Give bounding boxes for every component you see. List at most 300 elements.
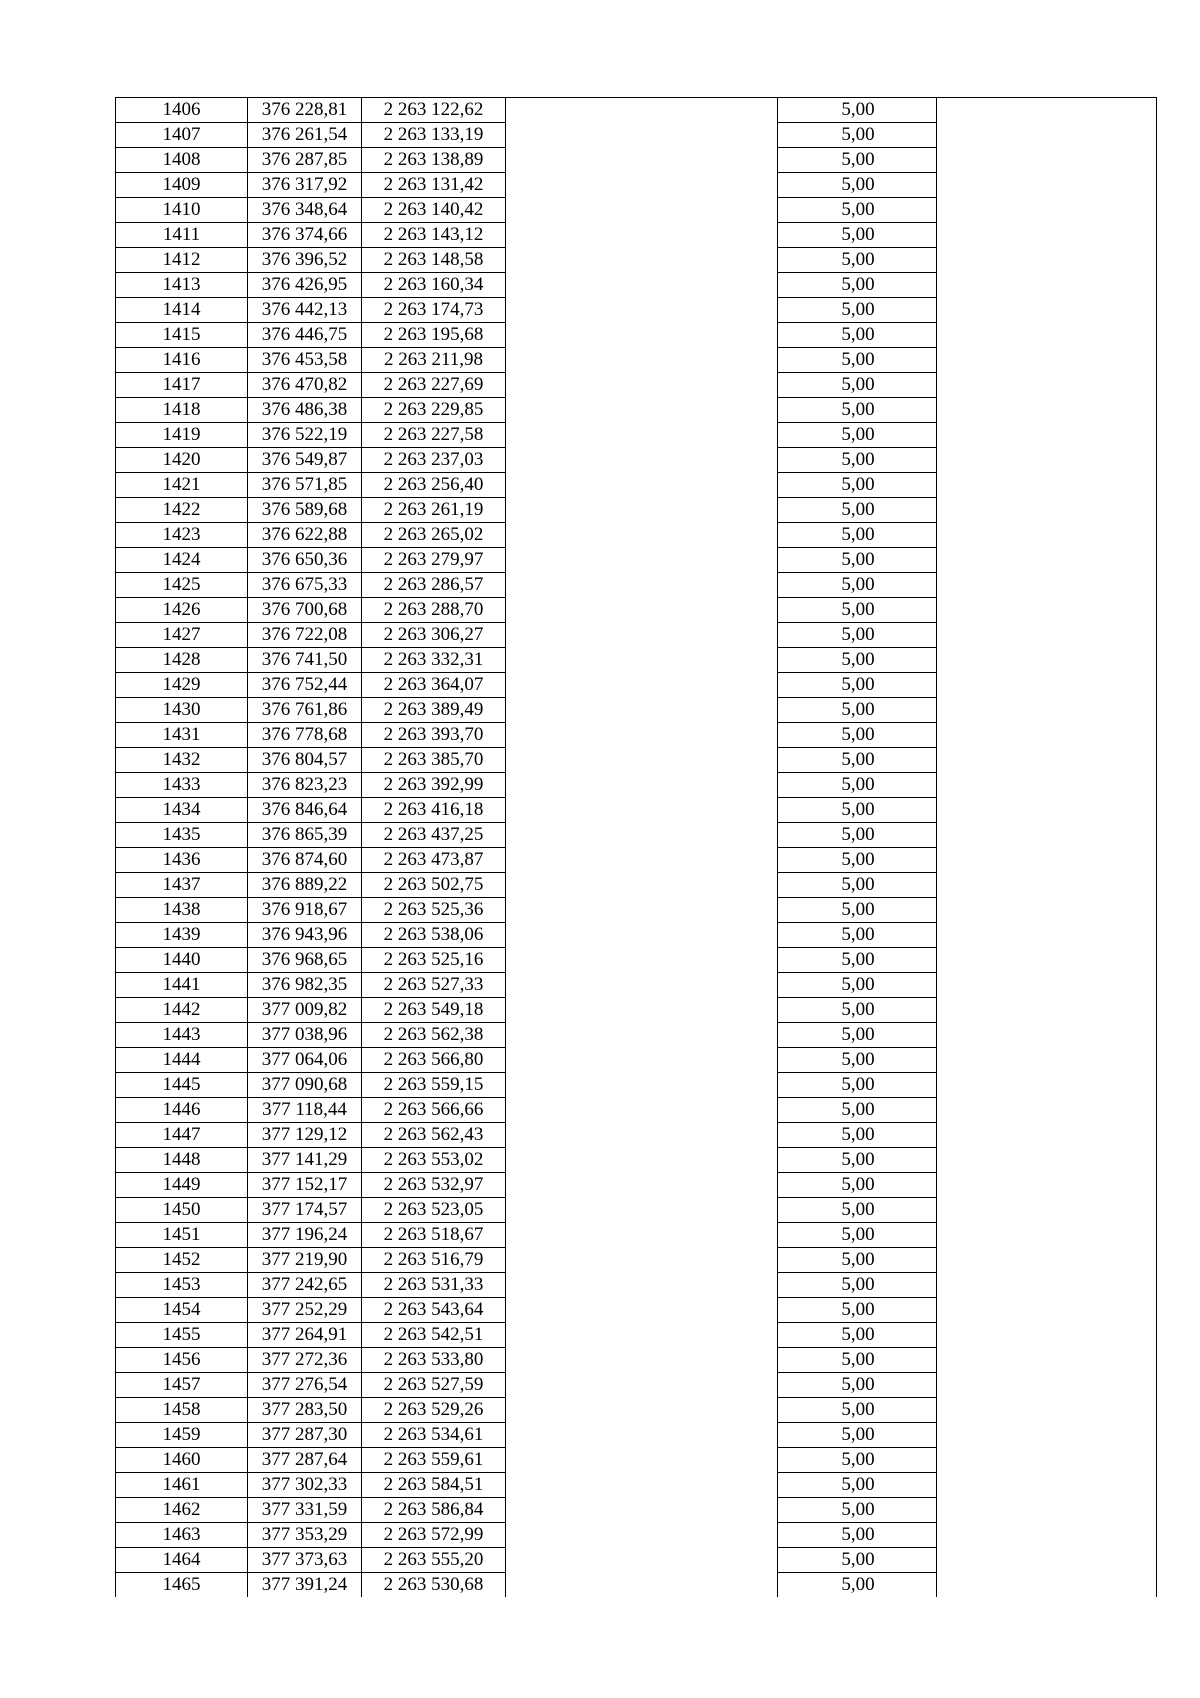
point-number-cell: 1462 bbox=[116, 1498, 248, 1523]
x-coordinate-cell: 377 252,29 bbox=[248, 1298, 362, 1323]
y-coordinate-cell: 2 263 393,70 bbox=[362, 723, 506, 748]
x-coordinate-cell: 376 865,39 bbox=[248, 823, 362, 848]
point-number-cell: 1465 bbox=[116, 1573, 248, 1598]
blank-cell bbox=[506, 1073, 778, 1098]
blank-cell bbox=[506, 598, 778, 623]
blank-cell bbox=[937, 398, 1157, 423]
x-coordinate-cell: 377 242,65 bbox=[248, 1273, 362, 1298]
blank-cell bbox=[937, 1098, 1157, 1123]
table-row bbox=[116, 1373, 1157, 1398]
blank-cell bbox=[506, 448, 778, 473]
x-coordinate-cell: 377 009,82 bbox=[248, 998, 362, 1023]
table-row bbox=[116, 423, 1157, 448]
point-number-cell: 1420 bbox=[116, 448, 248, 473]
y-coordinate-cell: 2 263 416,18 bbox=[362, 798, 506, 823]
x-coordinate-cell: 377 391,24 bbox=[248, 1573, 362, 1598]
x-coordinate-cell: 376 675,33 bbox=[248, 573, 362, 598]
blank-cell bbox=[506, 1023, 778, 1048]
blank-cell bbox=[937, 373, 1157, 398]
blank-cell bbox=[937, 1023, 1157, 1048]
y-coordinate-cell: 2 263 538,06 bbox=[362, 923, 506, 948]
x-coordinate-cell: 376 374,66 bbox=[248, 223, 362, 248]
distance-cell: 5,00 bbox=[778, 323, 937, 348]
blank-cell bbox=[506, 773, 778, 798]
table-row bbox=[116, 823, 1157, 848]
blank-cell bbox=[506, 523, 778, 548]
y-coordinate-cell: 2 263 502,75 bbox=[362, 873, 506, 898]
distance-cell: 5,00 bbox=[778, 273, 937, 298]
blank-cell bbox=[506, 1273, 778, 1298]
table-row bbox=[116, 298, 1157, 323]
table-row bbox=[116, 1423, 1157, 1448]
x-coordinate-cell: 377 118,44 bbox=[248, 1098, 362, 1123]
blank-cell bbox=[937, 573, 1157, 598]
blank-cell bbox=[937, 1448, 1157, 1473]
table-row bbox=[116, 498, 1157, 523]
y-coordinate-cell: 2 263 549,18 bbox=[362, 998, 506, 1023]
table-row bbox=[116, 1498, 1157, 1523]
blank-cell bbox=[506, 1323, 778, 1348]
blank-cell bbox=[937, 223, 1157, 248]
distance-cell: 5,00 bbox=[778, 398, 937, 423]
distance-cell: 5,00 bbox=[778, 648, 937, 673]
distance-cell: 5,00 bbox=[778, 1273, 937, 1298]
table-row bbox=[116, 1323, 1157, 1348]
table-row bbox=[116, 348, 1157, 373]
x-coordinate-cell: 377 353,29 bbox=[248, 1523, 362, 1548]
blank-cell bbox=[506, 248, 778, 273]
table-row bbox=[116, 548, 1157, 573]
distance-cell: 5,00 bbox=[778, 1348, 937, 1373]
blank-cell bbox=[937, 798, 1157, 823]
blank-cell bbox=[506, 298, 778, 323]
distance-cell: 5,00 bbox=[778, 773, 937, 798]
point-number-cell: 1440 bbox=[116, 948, 248, 973]
blank-cell bbox=[506, 723, 778, 748]
x-coordinate-cell: 376 761,86 bbox=[248, 698, 362, 723]
table-row bbox=[116, 398, 1157, 423]
table-row bbox=[116, 923, 1157, 948]
distance-cell: 5,00 bbox=[778, 573, 937, 598]
y-coordinate-cell: 2 263 385,70 bbox=[362, 748, 506, 773]
point-number-cell: 1419 bbox=[116, 423, 248, 448]
table-row bbox=[116, 598, 1157, 623]
distance-cell: 5,00 bbox=[778, 1498, 937, 1523]
blank-cell bbox=[506, 823, 778, 848]
table-row bbox=[116, 1123, 1157, 1148]
point-number-cell: 1443 bbox=[116, 1023, 248, 1048]
x-coordinate-cell: 377 264,91 bbox=[248, 1323, 362, 1348]
y-coordinate-cell: 2 263 543,64 bbox=[362, 1298, 506, 1323]
x-coordinate-cell: 377 196,24 bbox=[248, 1223, 362, 1248]
blank-cell bbox=[937, 548, 1157, 573]
blank-cell bbox=[506, 698, 778, 723]
y-coordinate-cell: 2 263 542,51 bbox=[362, 1323, 506, 1348]
point-number-cell: 1441 bbox=[116, 973, 248, 998]
y-coordinate-cell: 2 263 389,49 bbox=[362, 698, 506, 723]
x-coordinate-cell: 376 442,13 bbox=[248, 298, 362, 323]
distance-cell: 5,00 bbox=[778, 1223, 937, 1248]
blank-cell bbox=[506, 1448, 778, 1473]
distance-cell: 5,00 bbox=[778, 1423, 937, 1448]
blank-cell bbox=[937, 498, 1157, 523]
x-coordinate-cell: 376 348,64 bbox=[248, 198, 362, 223]
point-number-cell: 1436 bbox=[116, 848, 248, 873]
blank-cell bbox=[937, 1048, 1157, 1073]
blank-cell bbox=[506, 423, 778, 448]
table-row bbox=[116, 1548, 1157, 1573]
x-coordinate-cell: 377 302,33 bbox=[248, 1473, 362, 1498]
table-row bbox=[116, 773, 1157, 798]
blank-cell bbox=[506, 1473, 778, 1498]
x-coordinate-cell: 377 152,17 bbox=[248, 1173, 362, 1198]
y-coordinate-cell: 2 263 332,31 bbox=[362, 648, 506, 673]
point-number-cell: 1407 bbox=[116, 123, 248, 148]
y-coordinate-cell: 2 263 525,36 bbox=[362, 898, 506, 923]
distance-cell: 5,00 bbox=[778, 148, 937, 173]
y-coordinate-cell: 2 263 286,57 bbox=[362, 573, 506, 598]
blank-cell bbox=[937, 1523, 1157, 1548]
y-coordinate-cell: 2 263 148,58 bbox=[362, 248, 506, 273]
point-number-cell: 1461 bbox=[116, 1473, 248, 1498]
table-row bbox=[116, 1248, 1157, 1273]
table-row bbox=[116, 973, 1157, 998]
distance-cell: 5,00 bbox=[778, 1048, 937, 1073]
distance-cell: 5,00 bbox=[778, 873, 937, 898]
y-coordinate-cell: 2 263 534,61 bbox=[362, 1423, 506, 1448]
blank-cell bbox=[937, 1248, 1157, 1273]
blank-cell bbox=[937, 423, 1157, 448]
y-coordinate-cell: 2 263 160,34 bbox=[362, 273, 506, 298]
blank-cell bbox=[506, 348, 778, 373]
blank-cell bbox=[506, 1523, 778, 1548]
table-row bbox=[116, 273, 1157, 298]
blank-cell bbox=[506, 473, 778, 498]
distance-cell: 5,00 bbox=[778, 1573, 937, 1598]
blank-cell bbox=[506, 148, 778, 173]
blank-cell bbox=[937, 1198, 1157, 1223]
y-coordinate-cell: 2 263 566,80 bbox=[362, 1048, 506, 1073]
blank-cell bbox=[937, 98, 1157, 123]
blank-cell bbox=[937, 173, 1157, 198]
x-coordinate-cell: 376 778,68 bbox=[248, 723, 362, 748]
y-coordinate-cell: 2 263 559,61 bbox=[362, 1448, 506, 1473]
x-coordinate-cell: 377 287,64 bbox=[248, 1448, 362, 1473]
point-number-cell: 1408 bbox=[116, 148, 248, 173]
point-number-cell: 1442 bbox=[116, 998, 248, 1023]
x-coordinate-cell: 376 287,85 bbox=[248, 148, 362, 173]
point-number-cell: 1450 bbox=[116, 1198, 248, 1223]
distance-cell: 5,00 bbox=[778, 673, 937, 698]
y-coordinate-cell: 2 263 525,16 bbox=[362, 948, 506, 973]
table-row bbox=[116, 1348, 1157, 1373]
table-row bbox=[116, 1173, 1157, 1198]
x-coordinate-cell: 377 283,50 bbox=[248, 1398, 362, 1423]
y-coordinate-cell: 2 263 527,59 bbox=[362, 1373, 506, 1398]
point-number-cell: 1413 bbox=[116, 273, 248, 298]
y-coordinate-cell: 2 263 437,25 bbox=[362, 823, 506, 848]
blank-cell bbox=[937, 748, 1157, 773]
blank-cell bbox=[506, 848, 778, 873]
x-coordinate-cell: 376 228,81 bbox=[248, 98, 362, 123]
y-coordinate-cell: 2 263 195,68 bbox=[362, 323, 506, 348]
distance-cell: 5,00 bbox=[778, 1448, 937, 1473]
y-coordinate-cell: 2 263 473,87 bbox=[362, 848, 506, 873]
x-coordinate-cell: 376 823,23 bbox=[248, 773, 362, 798]
blank-cell bbox=[506, 623, 778, 648]
blank-cell bbox=[937, 1148, 1157, 1173]
point-number-cell: 1406 bbox=[116, 98, 248, 123]
table-row bbox=[116, 523, 1157, 548]
y-coordinate-cell: 2 263 174,73 bbox=[362, 298, 506, 323]
table-row bbox=[116, 173, 1157, 198]
blank-cell bbox=[506, 898, 778, 923]
blank-cell bbox=[937, 323, 1157, 348]
blank-cell bbox=[937, 823, 1157, 848]
y-coordinate-cell: 2 263 279,97 bbox=[362, 548, 506, 573]
blank-cell bbox=[506, 998, 778, 1023]
blank-cell bbox=[506, 1173, 778, 1198]
blank-cell bbox=[506, 923, 778, 948]
x-coordinate-cell: 376 396,52 bbox=[248, 248, 362, 273]
y-coordinate-cell: 2 263 532,97 bbox=[362, 1173, 506, 1198]
blank-cell bbox=[506, 1198, 778, 1223]
blank-cell bbox=[937, 1373, 1157, 1398]
y-coordinate-cell: 2 263 288,70 bbox=[362, 598, 506, 623]
table-row bbox=[116, 1398, 1157, 1423]
blank-cell bbox=[937, 1173, 1157, 1198]
point-number-cell: 1447 bbox=[116, 1123, 248, 1148]
blank-cell bbox=[937, 148, 1157, 173]
blank-cell bbox=[937, 648, 1157, 673]
blank-cell bbox=[937, 1498, 1157, 1523]
point-number-cell: 1425 bbox=[116, 573, 248, 598]
point-number-cell: 1454 bbox=[116, 1298, 248, 1323]
point-number-cell: 1439 bbox=[116, 923, 248, 948]
blank-cell bbox=[506, 798, 778, 823]
blank-cell bbox=[937, 723, 1157, 748]
distance-cell: 5,00 bbox=[778, 498, 937, 523]
point-number-cell: 1449 bbox=[116, 1173, 248, 1198]
x-coordinate-cell: 376 453,58 bbox=[248, 348, 362, 373]
blank-cell bbox=[506, 123, 778, 148]
table-row bbox=[116, 223, 1157, 248]
distance-cell: 5,00 bbox=[778, 598, 937, 623]
point-number-cell: 1455 bbox=[116, 1323, 248, 1348]
distance-cell: 5,00 bbox=[778, 898, 937, 923]
table-row bbox=[116, 98, 1157, 123]
point-number-cell: 1429 bbox=[116, 673, 248, 698]
blank-cell bbox=[506, 223, 778, 248]
point-number-cell: 1412 bbox=[116, 248, 248, 273]
blank-cell bbox=[937, 923, 1157, 948]
x-coordinate-cell: 377 129,12 bbox=[248, 1123, 362, 1148]
distance-cell: 5,00 bbox=[778, 423, 937, 448]
x-coordinate-cell: 376 470,82 bbox=[248, 373, 362, 398]
table-row bbox=[116, 623, 1157, 648]
distance-cell: 5,00 bbox=[778, 298, 937, 323]
blank-cell bbox=[937, 248, 1157, 273]
y-coordinate-cell: 2 263 229,85 bbox=[362, 398, 506, 423]
x-coordinate-cell: 376 549,87 bbox=[248, 448, 362, 473]
point-number-cell: 1417 bbox=[116, 373, 248, 398]
distance-cell: 5,00 bbox=[778, 948, 937, 973]
y-coordinate-cell: 2 263 518,67 bbox=[362, 1223, 506, 1248]
y-coordinate-cell: 2 263 555,20 bbox=[362, 1548, 506, 1573]
distance-cell: 5,00 bbox=[778, 1123, 937, 1148]
x-coordinate-cell: 376 650,36 bbox=[248, 548, 362, 573]
blank-cell bbox=[937, 198, 1157, 223]
y-coordinate-cell: 2 263 566,66 bbox=[362, 1098, 506, 1123]
distance-cell: 5,00 bbox=[778, 623, 937, 648]
table-row bbox=[116, 123, 1157, 148]
blank-cell bbox=[506, 1098, 778, 1123]
x-coordinate-cell: 376 968,65 bbox=[248, 948, 362, 973]
x-coordinate-cell: 376 700,68 bbox=[248, 598, 362, 623]
x-coordinate-cell: 377 272,36 bbox=[248, 1348, 362, 1373]
point-number-cell: 1421 bbox=[116, 473, 248, 498]
x-coordinate-cell: 376 522,19 bbox=[248, 423, 362, 448]
y-coordinate-cell: 2 263 143,12 bbox=[362, 223, 506, 248]
table-row bbox=[116, 1273, 1157, 1298]
table-row bbox=[116, 1198, 1157, 1223]
point-number-cell: 1426 bbox=[116, 598, 248, 623]
y-coordinate-cell: 2 263 562,43 bbox=[362, 1123, 506, 1148]
table-row bbox=[116, 1473, 1157, 1498]
point-number-cell: 1448 bbox=[116, 1148, 248, 1173]
point-number-cell: 1452 bbox=[116, 1248, 248, 1273]
y-coordinate-cell: 2 263 133,19 bbox=[362, 123, 506, 148]
blank-cell bbox=[506, 373, 778, 398]
distance-cell: 5,00 bbox=[778, 1523, 937, 1548]
distance-cell: 5,00 bbox=[778, 198, 937, 223]
y-coordinate-cell: 2 263 533,80 bbox=[362, 1348, 506, 1373]
y-coordinate-cell: 2 263 122,62 bbox=[362, 98, 506, 123]
point-number-cell: 1430 bbox=[116, 698, 248, 723]
table-row bbox=[116, 1073, 1157, 1098]
coordinates-table bbox=[115, 97, 1157, 1597]
blank-cell bbox=[506, 1573, 778, 1598]
blank-cell bbox=[506, 1498, 778, 1523]
x-coordinate-cell: 376 846,64 bbox=[248, 798, 362, 823]
table-row bbox=[116, 998, 1157, 1023]
point-number-cell: 1451 bbox=[116, 1223, 248, 1248]
table-row bbox=[116, 1448, 1157, 1473]
blank-cell bbox=[937, 1323, 1157, 1348]
point-number-cell: 1415 bbox=[116, 323, 248, 348]
point-number-cell: 1459 bbox=[116, 1423, 248, 1448]
x-coordinate-cell: 376 918,67 bbox=[248, 898, 362, 923]
x-coordinate-cell: 376 622,88 bbox=[248, 523, 362, 548]
y-coordinate-cell: 2 263 553,02 bbox=[362, 1148, 506, 1173]
distance-cell: 5,00 bbox=[778, 1248, 937, 1273]
blank-cell bbox=[937, 948, 1157, 973]
table-row bbox=[116, 323, 1157, 348]
distance-cell: 5,00 bbox=[778, 698, 937, 723]
point-number-cell: 1414 bbox=[116, 298, 248, 323]
blank-cell bbox=[506, 273, 778, 298]
point-number-cell: 1435 bbox=[116, 823, 248, 848]
x-coordinate-cell: 376 426,95 bbox=[248, 273, 362, 298]
point-number-cell: 1428 bbox=[116, 648, 248, 673]
table-row bbox=[116, 673, 1157, 698]
y-coordinate-cell: 2 263 237,03 bbox=[362, 448, 506, 473]
y-coordinate-cell: 2 263 530,68 bbox=[362, 1573, 506, 1598]
blank-cell bbox=[937, 1398, 1157, 1423]
blank-cell bbox=[506, 1048, 778, 1073]
blank-cell bbox=[937, 1348, 1157, 1373]
distance-cell: 5,00 bbox=[778, 1198, 937, 1223]
blank-cell bbox=[506, 1248, 778, 1273]
blank-cell bbox=[506, 873, 778, 898]
distance-cell: 5,00 bbox=[778, 1073, 937, 1098]
point-number-cell: 1433 bbox=[116, 773, 248, 798]
blank-cell bbox=[937, 1298, 1157, 1323]
distance-cell: 5,00 bbox=[778, 223, 937, 248]
x-coordinate-cell: 377 331,59 bbox=[248, 1498, 362, 1523]
x-coordinate-cell: 376 741,50 bbox=[248, 648, 362, 673]
blank-cell bbox=[937, 348, 1157, 373]
table-row bbox=[116, 373, 1157, 398]
table-row bbox=[116, 1223, 1157, 1248]
blank-cell bbox=[506, 1348, 778, 1373]
distance-cell: 5,00 bbox=[778, 98, 937, 123]
y-coordinate-cell: 2 263 586,84 bbox=[362, 1498, 506, 1523]
point-number-cell: 1432 bbox=[116, 748, 248, 773]
blank-cell bbox=[937, 1573, 1157, 1598]
table-row bbox=[116, 198, 1157, 223]
blank-cell bbox=[506, 173, 778, 198]
distance-cell: 5,00 bbox=[778, 1023, 937, 1048]
x-coordinate-cell: 376 943,96 bbox=[248, 923, 362, 948]
table-row bbox=[116, 698, 1157, 723]
table-row bbox=[116, 898, 1157, 923]
point-number-cell: 1437 bbox=[116, 873, 248, 898]
point-number-cell: 1457 bbox=[116, 1373, 248, 1398]
distance-cell: 5,00 bbox=[778, 523, 937, 548]
table-row bbox=[116, 1048, 1157, 1073]
blank-cell bbox=[937, 848, 1157, 873]
distance-cell: 5,00 bbox=[778, 973, 937, 998]
distance-cell: 5,00 bbox=[778, 998, 937, 1023]
blank-cell bbox=[506, 1398, 778, 1423]
point-number-cell: 1423 bbox=[116, 523, 248, 548]
blank-cell bbox=[506, 1123, 778, 1148]
blank-cell bbox=[506, 1223, 778, 1248]
x-coordinate-cell: 376 486,38 bbox=[248, 398, 362, 423]
distance-cell: 5,00 bbox=[778, 848, 937, 873]
x-coordinate-cell: 377 373,63 bbox=[248, 1548, 362, 1573]
distance-cell: 5,00 bbox=[778, 473, 937, 498]
point-number-cell: 1409 bbox=[116, 173, 248, 198]
distance-cell: 5,00 bbox=[778, 1173, 937, 1198]
x-coordinate-cell: 376 804,57 bbox=[248, 748, 362, 773]
blank-cell bbox=[937, 473, 1157, 498]
distance-cell: 5,00 bbox=[778, 823, 937, 848]
y-coordinate-cell: 2 263 364,07 bbox=[362, 673, 506, 698]
y-coordinate-cell: 2 263 140,42 bbox=[362, 198, 506, 223]
distance-cell: 5,00 bbox=[778, 373, 937, 398]
point-number-cell: 1460 bbox=[116, 1448, 248, 1473]
blank-cell bbox=[937, 523, 1157, 548]
blank-cell bbox=[506, 748, 778, 773]
x-coordinate-cell: 377 038,96 bbox=[248, 1023, 362, 1048]
y-coordinate-cell: 2 263 392,99 bbox=[362, 773, 506, 798]
distance-cell: 5,00 bbox=[778, 1398, 937, 1423]
y-coordinate-cell: 2 263 131,42 bbox=[362, 173, 506, 198]
point-number-cell: 1464 bbox=[116, 1548, 248, 1573]
x-coordinate-cell: 376 722,08 bbox=[248, 623, 362, 648]
